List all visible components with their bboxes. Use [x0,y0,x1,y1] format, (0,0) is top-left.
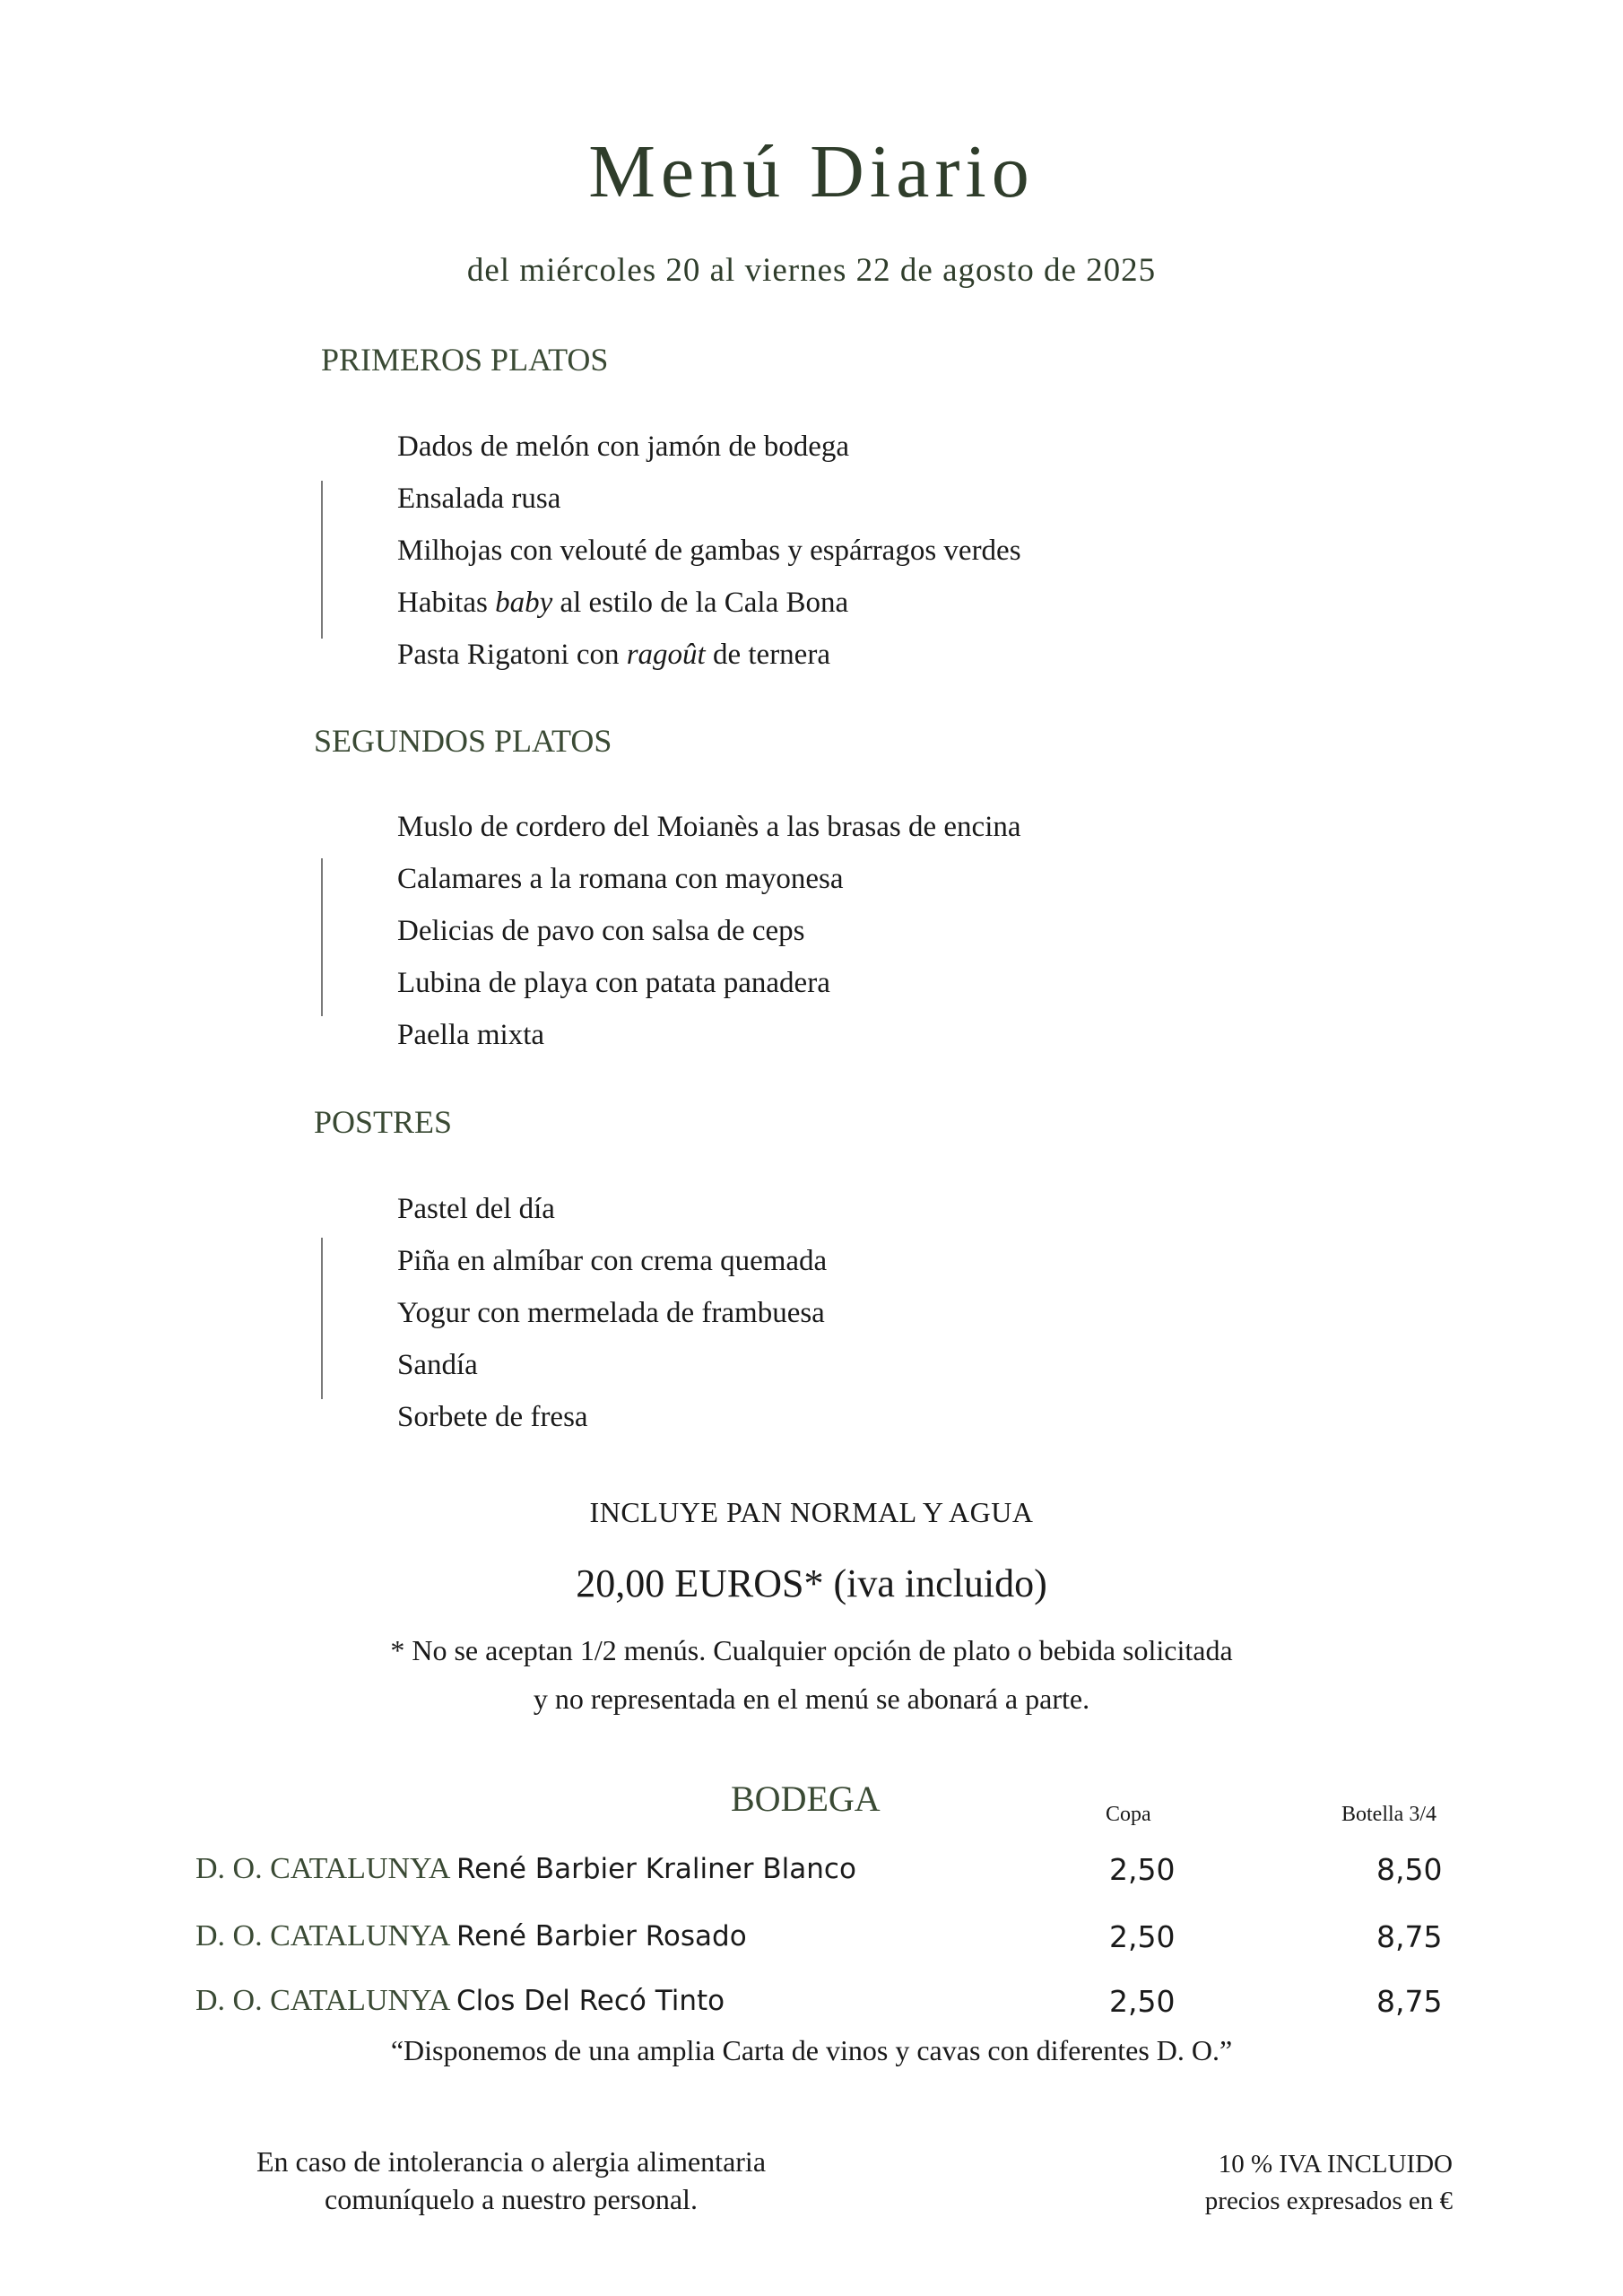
wine-label [195,1984,725,2018]
allergy-note [197,2144,825,2218]
wine-row [0,1919,1623,1964]
column-header-botella: Botella 3/4 [1341,1803,1436,1826]
primeros-item: Dados de melón con jamón de bodega [397,430,850,463]
wine-do: D. O. CATALUNYA [195,1852,449,1885]
menu-title: Menú Diario [588,130,1035,213]
allergy-line1: En caso de intolerancia o alergia alimentaria [256,2145,767,2178]
section-title-segundos: SEGUNDOS PLATOS [314,723,612,759]
postres-item: Sorbete de fresa [397,1401,588,1433]
postres-item: Yogur con mermelada de frambuesa [397,1297,825,1329]
menu-price: 20,00 EUROS* (iva incluido) [576,1561,1047,1605]
bodega-title: BODEGA [731,1779,881,1819]
includes-note: INCLUYE PAN NORMAL Y AGUA [589,1496,1034,1528]
segundos-item: Lubina de playa con patata panadera [397,967,830,999]
primeros-item: Habitas baby al estilo de la Cala Bona [397,587,849,619]
section-title-postres: POSTRES [314,1104,453,1140]
menu-date-range: del miércoles 20 al viernes 22 de agosto de 2025 [466,252,1157,289]
menu-conditions-line2: y no representada en el menú se abonará a parte. [533,1683,1090,1715]
primeros-item: Ensalada rusa [397,483,561,515]
menu-conditions-line1: * No se aceptan 1/2 menús. Cualquier opción de plato o bebida solicitada [390,1634,1233,1666]
wine-do: D. O. CATALUNYA [195,1919,449,1952]
postres-item: Pastel del día [397,1193,555,1225]
wine-label [195,1919,747,1953]
iva-line2: precios expresados en € [1204,2186,1453,2215]
wine-row [0,1984,1623,2029]
primeros-item: Milhojas con velouté de gambas y espárragos verdes [397,535,1021,567]
wine-do: D. O. CATALUNYA [195,1984,449,2017]
wine-name: Clos Del Recó Tinto [456,1985,725,2017]
wine-list-note: “Disponemos de una amplia Carta de vinos y cavas con diferentes D. O.” [390,2034,1233,2066]
segundos-item: Paella mixta [397,1019,545,1051]
allergy-line2: comuníquelo a nuestro personal. [325,2182,698,2215]
wine-label [195,1852,856,1886]
wine-name: René Barbier Kraliner Blanco [456,1853,856,1885]
wine-price-copa: 2,50 [1109,1919,1176,1954]
primeros-item: Pasta Rigatoni con ragoût de ternera [397,639,830,671]
wine-price-botella: 8,75 [1376,1919,1443,1954]
segundos-item: Calamares a la romana con mayonesa [397,863,844,895]
postres-item: Piña en almíbar con crema quemada [397,1245,828,1277]
wine-price-copa: 2,50 [1109,1852,1176,1887]
wine-name: René Barbier Rosado [456,1920,747,1952]
segundos-item: Muslo de cordero del Moianès a las brasas de encina [397,811,1021,843]
column-header-copa: Copa [1106,1803,1151,1826]
segundos-item: Delicias de pavo con salsa de ceps [397,915,805,947]
wine-price-botella: 8,75 [1376,1984,1443,2019]
wine-price-copa: 2,50 [1109,1984,1176,2019]
iva-note [1112,2146,1453,2219]
wine-price-botella: 8,50 [1376,1852,1443,1887]
postres-item: Sandía [397,1349,478,1381]
section-title-primeros: PRIMEROS PLATOS [321,342,609,378]
section-rule-primeros [321,481,323,639]
section-rule-segundos [321,858,323,1016]
iva-line1: 10 % IVA INCLUIDO [1218,2150,1453,2179]
wine-row [0,1852,1623,1897]
section-rule-postres [321,1238,323,1399]
